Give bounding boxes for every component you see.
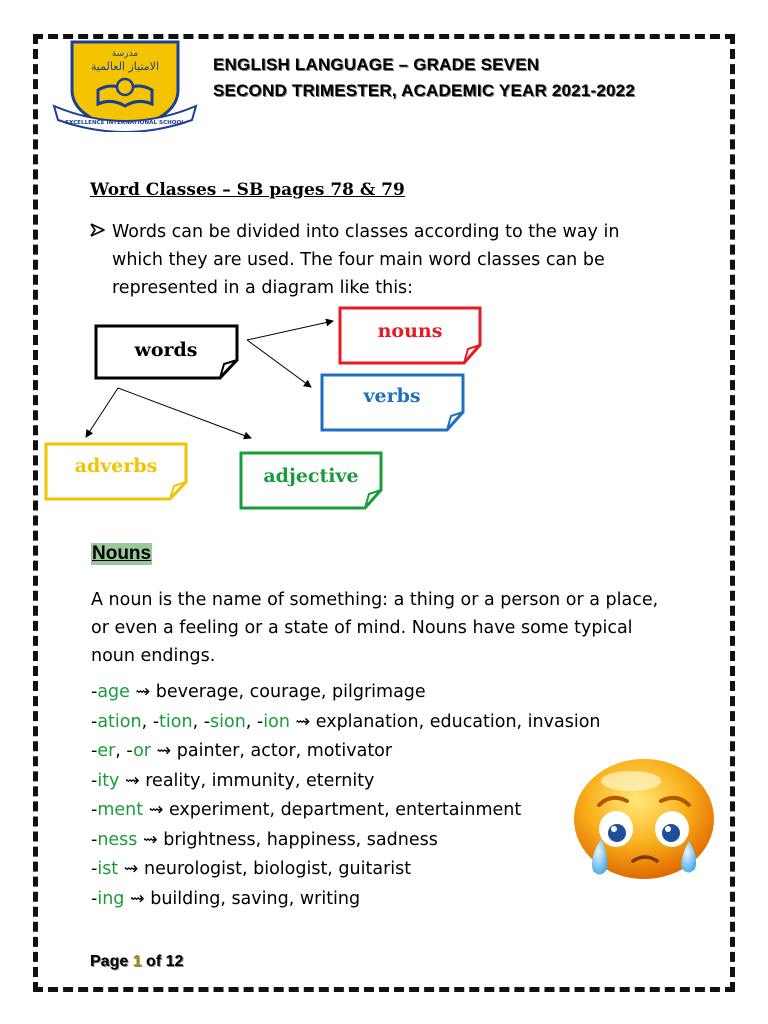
node-verbs-label: verbs: [363, 385, 421, 407]
list-item: -ness ⇝ brightness, happiness, sadness: [91, 829, 438, 850]
word-classes-diagram: [0, 300, 768, 520]
list-item: -er, -or ⇝ painter, actor, motivator: [91, 741, 393, 761]
node-adverbs-label: adverbs: [74, 455, 158, 477]
header-line1: ENGLISH LANGUAGE – GRADE SEVEN: [213, 55, 540, 74]
node-words-label: words: [134, 339, 198, 361]
node-nouns-label: nouns: [377, 320, 443, 342]
node-verbs: [322, 375, 463, 430]
list-item: -ment ⇝ experiment, department, entertainment: [91, 800, 522, 820]
node-nouns: [340, 308, 480, 363]
list-item: -ity ⇝ reality, immunity, eternity: [91, 770, 375, 791]
list-item: -ation, -tion, -sion, -ion ⇝ explanation, education, invasion: [91, 711, 601, 732]
node-words: [96, 326, 237, 378]
list-item: -ist ⇝ neurologist, biologist, guitarist: [91, 859, 412, 879]
intro-text: Words can be divided into classes according to the way in which they are used. The four main word classes can be represented in a diagram like this:: [112, 222, 620, 298]
node-adverbs: [46, 444, 186, 499]
node-adjective-label: adjective: [263, 465, 359, 487]
page-number: Page 1 of 12: [90, 953, 184, 970]
logo-arabic-line2: الامتياز العالمية: [90, 60, 160, 73]
nouns-heading: Nouns: [92, 543, 152, 564]
section-title: Word Classes – SB pages 78 & 79: [90, 180, 405, 200]
arrowhead-bullet-icon: [90, 218, 112, 246]
school-logo: [52, 40, 198, 132]
logo-ribbon-text: EXCELLENCE INTERNATIONAL SCHOOL: [65, 120, 185, 126]
document-header: [213, 52, 635, 104]
list-item: -ing ⇝ building, saving, writing: [91, 888, 361, 909]
logo-arabic-line1: مدرسة: [111, 49, 139, 59]
intro-paragraph: [90, 218, 660, 302]
node-adjective: [241, 453, 381, 508]
crying-emoji-icon: [571, 757, 717, 885]
nouns-definition: A noun is the name of something: a thing or a person or a place, or even a feeling or a state of mind. Nouns have some typical noun endings.: [91, 590, 659, 666]
list-item: -age ⇝ beverage, courage, pilgrimage: [91, 682, 426, 702]
noun-endings-list: [91, 678, 601, 914]
header-line2: SECOND TRIMESTER, ACADEMIC YEAR 2021-2022: [213, 81, 635, 100]
